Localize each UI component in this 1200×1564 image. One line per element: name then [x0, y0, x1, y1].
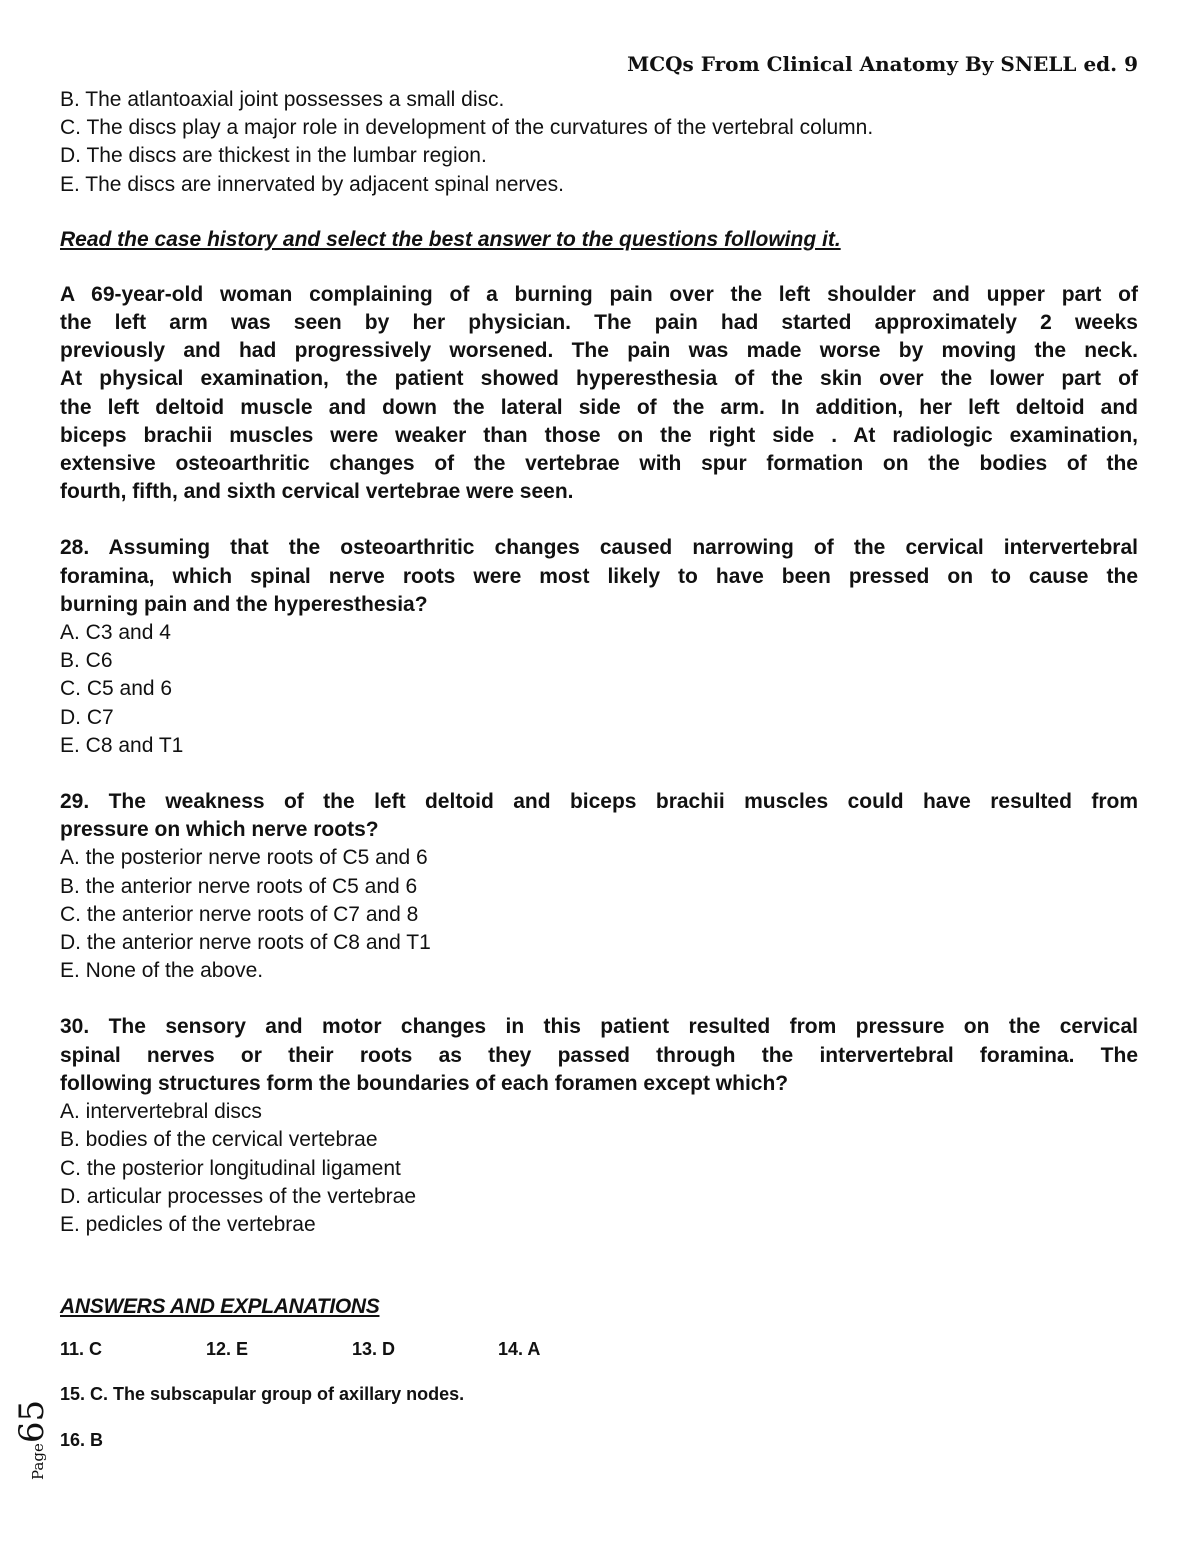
case-line: fourth, fifth, and sixth cervical vertebrae were seen.	[60, 480, 574, 504]
option-e: E. The discs are innervated by adjacent spinal nerves.	[60, 172, 564, 196]
answer-13: 13. D	[352, 1339, 396, 1360]
option-d: D. The discs are thickest in the lumbar region.	[60, 144, 487, 168]
answer-option: E. pedicles of the vertebrae	[60, 1212, 316, 1236]
answer-option: E. C8 and T1	[60, 733, 184, 757]
answer-11: 11. C	[60, 1339, 103, 1360]
answer-option: E. None of the above.	[60, 959, 264, 983]
answer-option: C. the anterior nerve roots of C7 and 8	[60, 902, 419, 926]
page-number-label	[10, 1384, 50, 1484]
page-number: 65	[12, 1399, 52, 1444]
answer-15: 15. C. The subscapular group of axillary nodes.	[60, 1384, 465, 1405]
page-word: Page	[29, 1443, 47, 1480]
answer-option: C. C5 and 6	[60, 677, 173, 701]
page-header: MCQs From Clinical Anatomy By SNELL ed. 9	[627, 52, 1138, 76]
question-stem-line: burning pain and the hyperesthesia?	[60, 592, 428, 616]
question-stem-line: 28. Assuming that the osteoarthritic changes caused narrowing of the cervical intervertebral	[60, 536, 1138, 560]
question-stem-line: spinal nerves or their roots as they passed through the intervertebral foramina. The	[60, 1043, 1138, 1067]
question-stem-line: 30. The sensory and motor changes in this patient resulted from pressure on the cervical	[60, 1015, 1138, 1039]
question-stem-line: 29. The weakness of the left deltoid and biceps brachii muscles could have resulted from	[60, 790, 1138, 814]
answers-section	[60, 1295, 1138, 1451]
question-28	[60, 534, 1138, 760]
question-29	[60, 788, 1138, 985]
answer-12: 12. E	[206, 1339, 249, 1360]
question-stem-line: following structures form the boundaries of each foramen except which?	[60, 1071, 789, 1095]
answer-option: D. C7	[60, 705, 114, 729]
answers-heading: ANSWERS AND EXPLANATIONS	[60, 1295, 380, 1319]
case-line: the left arm was seen by her physician. The pain had started approximately 2 weeks	[60, 311, 1138, 335]
case-line: extensive osteoarthritic changes of the vertebrae with spur formation on the bodies of the	[60, 452, 1138, 476]
answer-option: A. the posterior nerve roots of C5 and 6	[60, 846, 428, 870]
answer-option: A. C3 and 4	[60, 621, 171, 645]
question-stem-line: pressure on which nerve roots?	[60, 818, 379, 842]
answer-option: C. the posterior longitudinal ligament	[60, 1156, 401, 1180]
answers-row	[60, 1339, 1138, 1360]
answer-option: B. the anterior nerve roots of C5 and 6	[60, 874, 418, 898]
answer-option: D. the anterior nerve roots of C8 and T1	[60, 931, 431, 955]
case-line: A 69-year-old woman complaining of a burning pain over the left shoulder and upper part of	[60, 282, 1138, 306]
answer-option: A. intervertebral discs	[60, 1100, 262, 1124]
question-30	[60, 1013, 1138, 1239]
page-content	[60, 86, 1138, 1451]
answer-14: 14. A	[498, 1339, 541, 1360]
answer-16: 16. B	[60, 1430, 104, 1451]
option-c: C. The discs play a major role in development of the curvatures of the vertebral column.	[60, 116, 874, 140]
answer-option: D. articular processes of the vertebrae	[60, 1184, 416, 1208]
answer-option: B. bodies of the cervical vertebrae	[60, 1128, 378, 1152]
case-line: the left deltoid muscle and down the lateral side of the arm. In addition, her left deltoid and	[60, 395, 1138, 419]
option-b: B. The atlantoaxial joint possesses a small disc.	[60, 88, 505, 111]
answer-option: B. C6	[60, 649, 113, 673]
case-line: previously and had progressively worsened. The pain was made worse by moving the neck.	[60, 339, 1138, 363]
previous-question-options	[60, 86, 1138, 199]
case-history	[60, 281, 1138, 507]
case-instruction: Read the case history and select the best answer to the questions following it.	[60, 227, 841, 251]
case-line: biceps brachii muscles were weaker than those on the right side . At radiologic examination,	[60, 423, 1138, 447]
question-stem-line: foramina, which spinal nerve roots were most likely to have been pressed on to cause the	[60, 564, 1138, 588]
case-line: At physical examination, the patient showed hyperesthesia of the skin over the lower part of	[60, 367, 1138, 391]
